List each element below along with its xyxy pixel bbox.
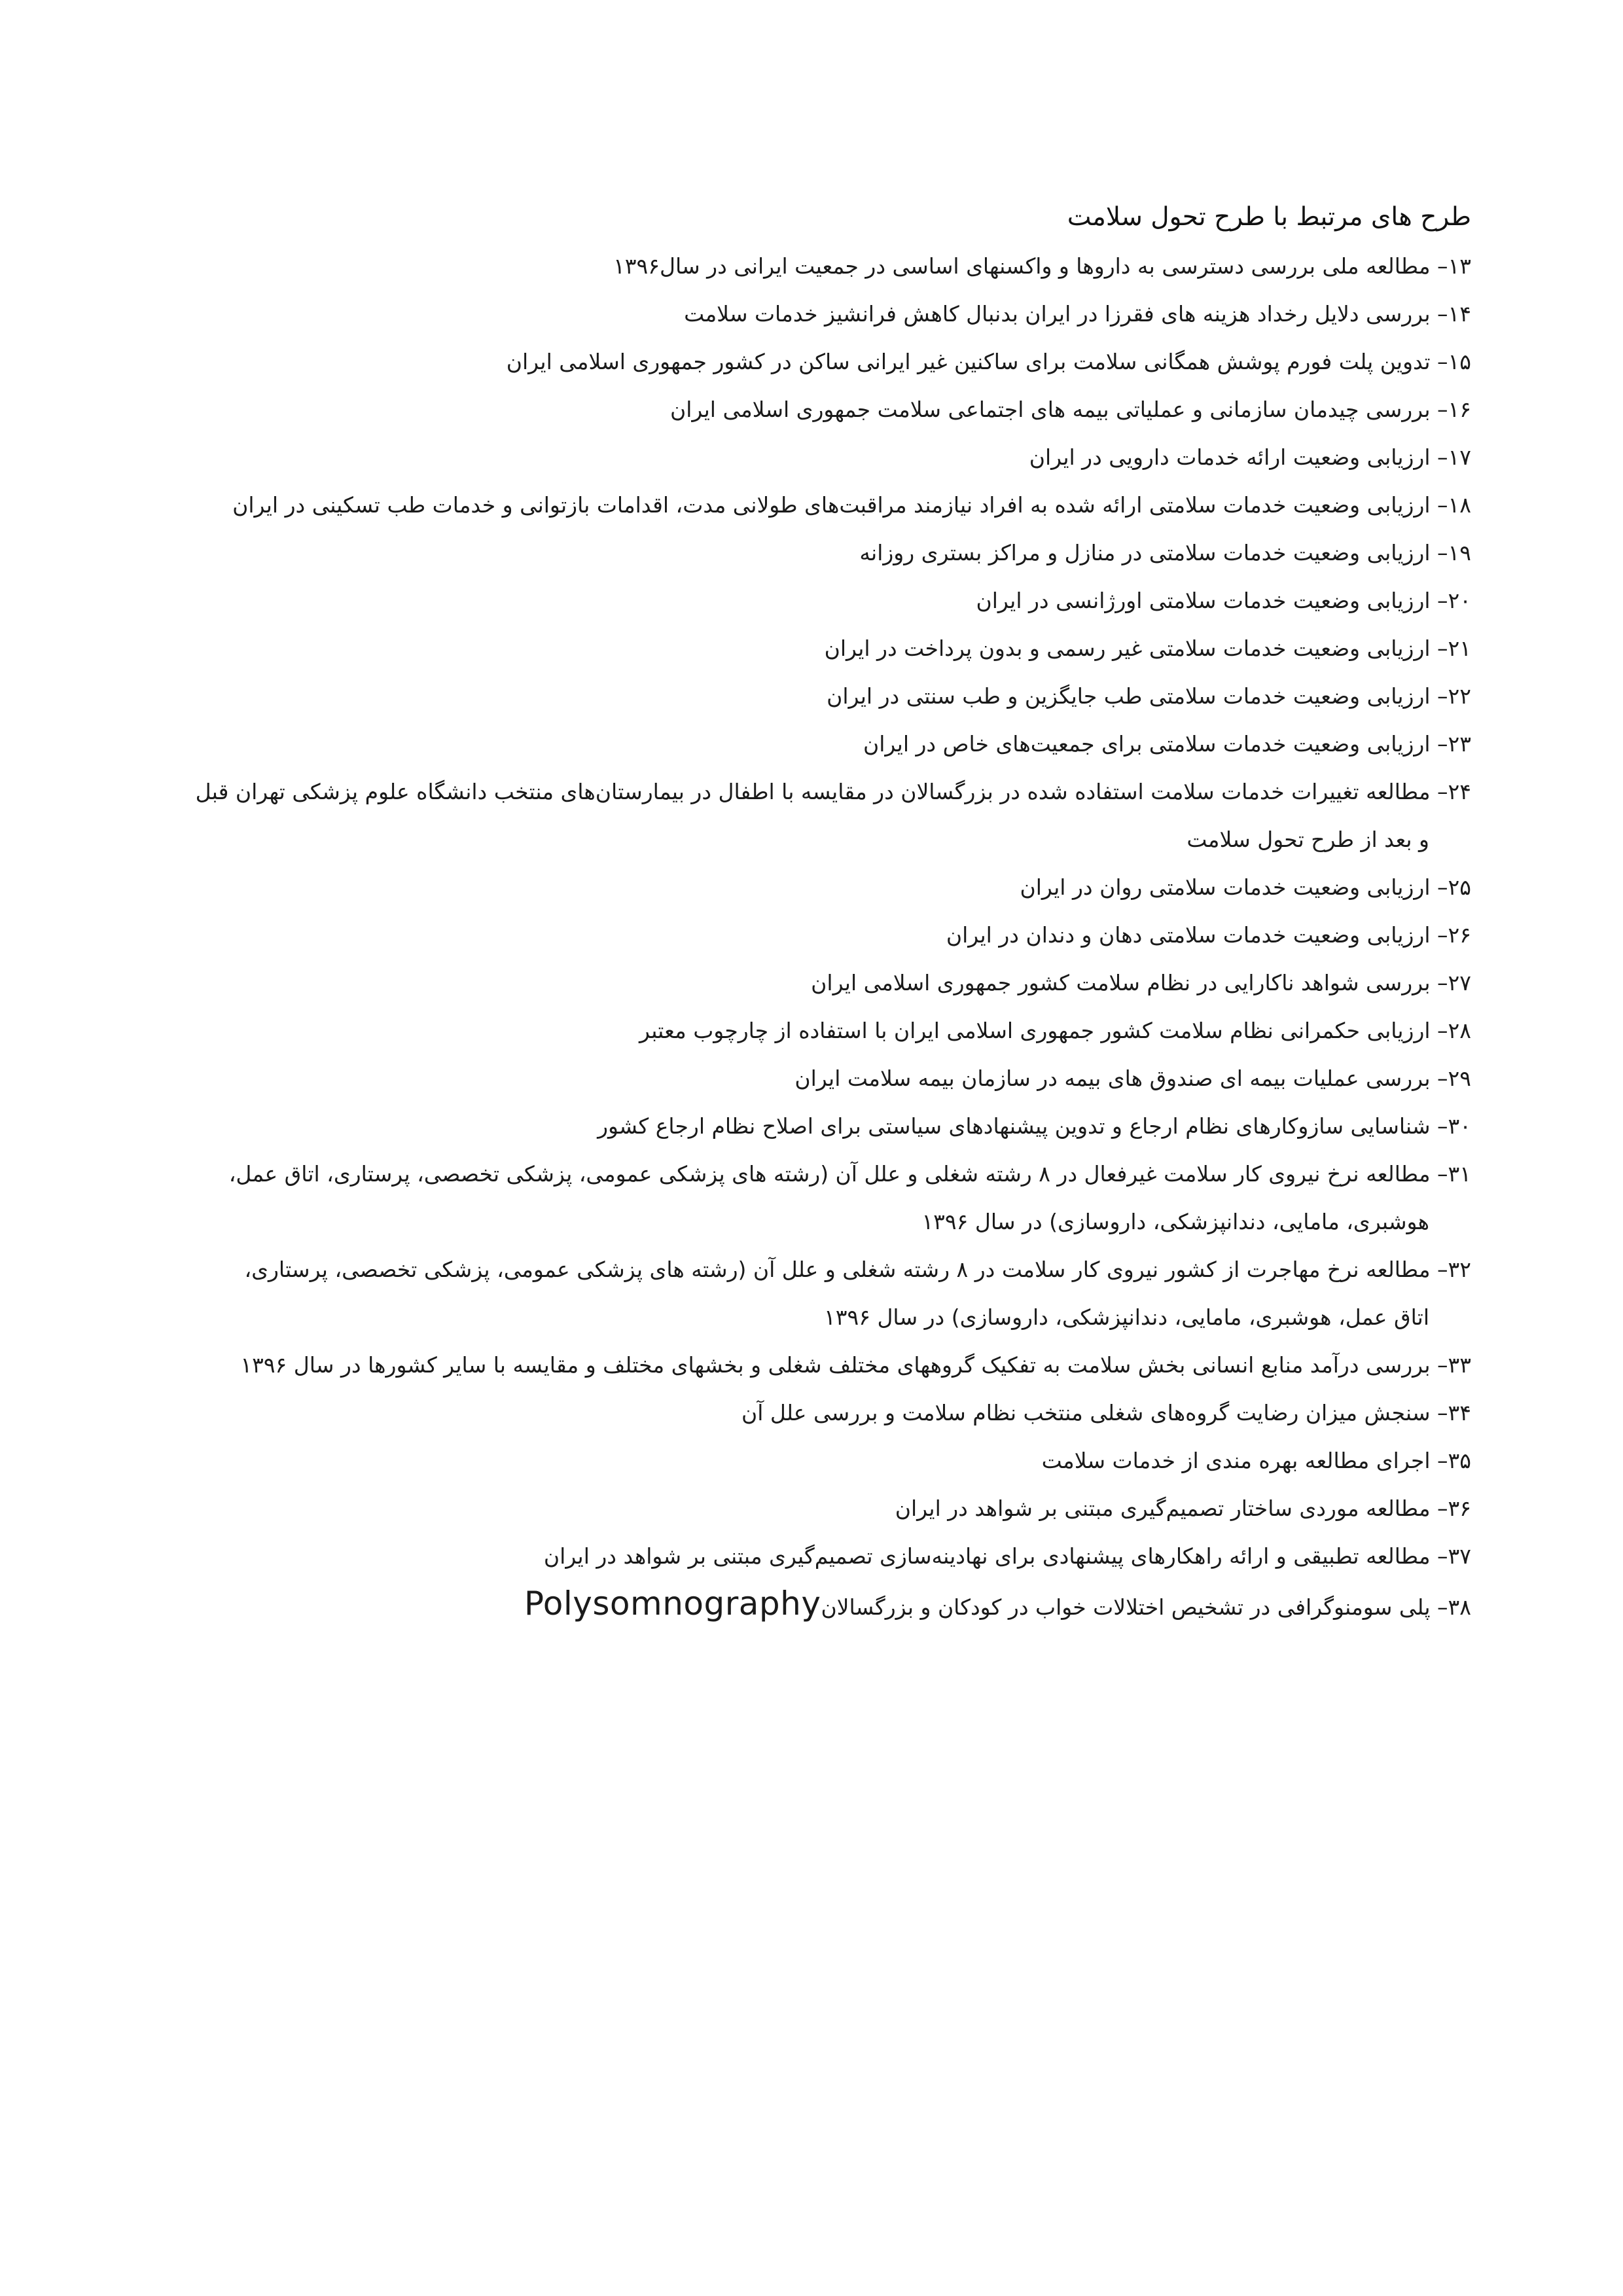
list-item-text: ارزیابی وضعیت ارائه خدمات دارویی در ایران bbox=[1029, 444, 1431, 470]
list-item-dash: – bbox=[1430, 588, 1448, 613]
list-item-line bbox=[859, 540, 1471, 565]
list-item-dash: – bbox=[1430, 1066, 1448, 1091]
list-item-line bbox=[544, 1543, 1471, 1569]
list-item-text: اجرای مطالعه بهره مندی از خدمات سلامت bbox=[1041, 1448, 1431, 1473]
list-item bbox=[123, 433, 1471, 481]
list-item-text: ارزیابی وضعیت خدمات سلامتی در منازل و مراکز بستری روزانه bbox=[859, 540, 1431, 565]
list-item-text: ارزیابی وضعیت خدمات سلامتی غیر رسمی و بدون پرداخت در ایران bbox=[824, 636, 1431, 661]
list-item-line bbox=[827, 683, 1471, 709]
list-item-number: ۱۸ bbox=[1448, 492, 1471, 518]
list-item-number: ۳۷ bbox=[1448, 1543, 1471, 1569]
list-item-line bbox=[229, 1161, 1471, 1187]
list-item-line bbox=[1042, 1448, 1471, 1473]
list-item bbox=[123, 768, 1471, 863]
list-item-line bbox=[670, 397, 1471, 422]
list-item-dash: – bbox=[1430, 349, 1448, 374]
list-item-text: تدوین پلت فورم پوشش همگانی سلامت برای ساکنین غیر ایرانی ساکن در کشور جمهوری اسلامی ایران bbox=[506, 349, 1431, 374]
list-item bbox=[123, 1007, 1471, 1054]
list-item-dash: – bbox=[1430, 1113, 1448, 1139]
list-item-number: ۲۰ bbox=[1448, 588, 1471, 613]
list-item-dash: – bbox=[1430, 922, 1448, 948]
list-item-line bbox=[976, 588, 1471, 613]
list-item-number: ۲۵ bbox=[1448, 874, 1471, 900]
document-body bbox=[123, 194, 1471, 1631]
list-item-number: ۳۴ bbox=[1448, 1400, 1471, 1426]
list-item-line bbox=[524, 1585, 1471, 1623]
list-item-line bbox=[196, 779, 1471, 804]
list-item-text: بررسی عملیات بیمه ای صندوق های بیمه در سازمان بیمه سلامت ایران bbox=[794, 1066, 1431, 1091]
list-item-number: ۳۳ bbox=[1448, 1352, 1471, 1378]
list-item-dash: – bbox=[1430, 683, 1448, 709]
list-item-dash: – bbox=[1430, 779, 1448, 804]
list-item-line bbox=[1020, 874, 1471, 900]
list-item-dash: – bbox=[1430, 1018, 1448, 1043]
list-item-line bbox=[245, 1257, 1472, 1282]
list-item-text: ارزیابی وضعیت خدمات سلامتی اورژانسی در ایران bbox=[976, 588, 1431, 613]
list-item-dash: – bbox=[1430, 731, 1448, 757]
list-item-number: ۳۱ bbox=[1448, 1161, 1471, 1187]
list-item-line bbox=[811, 970, 1471, 996]
list-item bbox=[123, 386, 1471, 433]
list-item-dash: – bbox=[1430, 636, 1448, 661]
list-item-line bbox=[825, 636, 1471, 661]
list-item-number: ۱۴ bbox=[1448, 301, 1471, 327]
list-item-text: پلی سومنوگرافی در تشخیص اختلالات خواب در کودکان و بزرگسالان bbox=[821, 1594, 1431, 1620]
list-item bbox=[123, 481, 1471, 529]
section-heading: طرح های مرتبط با طرح تحول سلامت bbox=[1067, 202, 1471, 232]
list-item-text: مطالعه نرخ نیروی کار سلامت غیرفعال در ۸ رشته شغلی و علل آن (رشته های پزشکی عمومی، پزشکی تخصصی، پرستاری، اتاق عمل، bbox=[228, 1161, 1431, 1187]
list-item-text: ارزیابی وضعیت خدمات سلامتی ارائه شده به افراد نیازمند مراقبت‌های طولانی مدت، اقدامات بازتوانی و خدمات طب تسکینی در ایران bbox=[232, 492, 1431, 518]
list-item-text: سنجش میزان رضایت گروه‌های شغلی منتخب نظام سلامت و بررسی علل آن bbox=[741, 1400, 1431, 1426]
list-item-number: ۲۳ bbox=[1448, 731, 1471, 757]
list-item-line bbox=[507, 349, 1471, 374]
list-item-dash: – bbox=[1430, 1496, 1448, 1521]
list-item-dash: – bbox=[1430, 1543, 1448, 1569]
list-item-dash: – bbox=[1430, 540, 1448, 565]
list-item bbox=[123, 290, 1471, 338]
list-item-number: ۱۶ bbox=[1448, 397, 1471, 422]
list-item-text: ارزیابی وضعیت خدمات سلامتی دهان و دندان در ایران bbox=[946, 922, 1431, 948]
list-item-text: ارزیابی وضعیت خدمات سلامتی روان در ایران bbox=[1020, 874, 1431, 900]
list-item bbox=[123, 1150, 1471, 1246]
list-item-text: مطالعه موردی ساختار تصمیم‌گیری مبتنی بر شواهد در ایران bbox=[895, 1496, 1431, 1521]
list-item-number: ۲۲ bbox=[1448, 683, 1471, 709]
list-item-number: ۳۲ bbox=[1448, 1257, 1471, 1282]
list-item-number: ۲۷ bbox=[1448, 970, 1471, 996]
list-item-text: بررسی شواهد ناکارایی در نظام سلامت کشور جمهوری اسلامی ایران bbox=[811, 970, 1431, 996]
project-list bbox=[123, 242, 1471, 1631]
list-item-text: ارزیابی وضعیت خدمات سلامتی برای جمعیت‌های خاص در ایران bbox=[863, 731, 1431, 757]
list-item bbox=[123, 911, 1471, 959]
list-item-line bbox=[232, 492, 1471, 518]
list-item bbox=[123, 1341, 1471, 1389]
list-item-dash: – bbox=[1430, 1594, 1448, 1620]
list-item bbox=[123, 720, 1471, 768]
list-item-line bbox=[741, 1400, 1471, 1426]
list-item-text: مطالعه نرخ مهاجرت از کشور نیروی کار سلامت در ۸ رشته شغلی و علل آن (رشته های پزشکی عمومی، پزشکی تخصصی، پرستاری، bbox=[244, 1257, 1431, 1282]
list-item-dash: – bbox=[1430, 301, 1448, 327]
list-item bbox=[123, 577, 1471, 624]
list-item bbox=[123, 1580, 1471, 1631]
list-item bbox=[123, 672, 1471, 720]
list-item-line bbox=[597, 1113, 1471, 1139]
list-item-line bbox=[946, 922, 1471, 948]
list-item-dash: – bbox=[1430, 397, 1448, 422]
list-item bbox=[123, 1102, 1471, 1150]
list-item bbox=[123, 624, 1471, 672]
list-item-line bbox=[863, 731, 1471, 757]
list-item-continuation: اتاق عمل، هوشبری، مامایی، دندانپزشکی، داروسازی) در سال ۱۳۹۶ bbox=[824, 1304, 1429, 1330]
list-item bbox=[123, 1532, 1471, 1580]
list-item-dash: – bbox=[1430, 1400, 1448, 1426]
list-item-text: بررسی درآمد منابع انسانی بخش سلامت به تفکیک گروههای مختلف شغلی و بخشهای مختلف و مقایسه با سایر کشورها در سال ۱۳۹۶ bbox=[240, 1352, 1431, 1378]
list-item-number: ۱۵ bbox=[1448, 349, 1471, 374]
list-item-text: مطالعه ملی بررسی دسترسی به داروها و واکسنهای اساسی در جمعیت ایرانی در سال۱۳۹۶ bbox=[613, 253, 1431, 279]
list-item-text: مطالعه تطبیقی و ارائه راهکارهای پیشنهادی برای نهادینه‌سازی تصمیم‌گیری مبتنی بر شواهد در ایران bbox=[543, 1543, 1431, 1569]
list-item-text: شناسایی سازوکارهای نظام ارجاع و تدوین پیشنهادهای سیاستی برای اصلاح نظام ارجاع کشور bbox=[597, 1113, 1431, 1139]
list-item bbox=[123, 1389, 1471, 1437]
list-item-dash: – bbox=[1430, 492, 1448, 518]
list-item-line bbox=[240, 1352, 1471, 1378]
list-item-number: ۲۴ bbox=[1448, 779, 1471, 804]
list-item bbox=[123, 1437, 1471, 1484]
list-item-dash: – bbox=[1430, 1257, 1448, 1282]
list-item-line bbox=[613, 253, 1471, 279]
list-item-dash: – bbox=[1430, 253, 1448, 279]
list-item-dash: – bbox=[1430, 874, 1448, 900]
list-item-number: ۳۰ bbox=[1448, 1113, 1471, 1139]
list-item bbox=[123, 959, 1471, 1007]
list-item-text: ارزیابی وضعیت خدمات سلامتی طب جایگزین و طب سنتی در ایران bbox=[827, 683, 1431, 709]
list-item-dash: – bbox=[1430, 1448, 1448, 1473]
list-item-line bbox=[684, 301, 1471, 327]
list-item-number: ۳۵ bbox=[1448, 1448, 1471, 1473]
list-item bbox=[123, 338, 1471, 386]
list-item-text: بررسی چیدمان سازمانی و عملیاتی بیمه های اجتماعی سلامت جمهوری اسلامی ایران bbox=[670, 397, 1431, 422]
list-item bbox=[123, 1246, 1471, 1341]
list-item-line bbox=[895, 1496, 1471, 1521]
list-item-text: بررسی دلایل رخداد هزینه های فقرزا در ایران بدنبال کاهش فرانشیز خدمات سلامت bbox=[684, 301, 1431, 327]
list-item bbox=[123, 863, 1471, 911]
list-item-number: ۳۸ bbox=[1448, 1594, 1471, 1620]
list-item-text: مطالعه تغییرات خدمات سلامت استفاده شده در بزرگسالان در مقایسه با اطفال در بیمارستان‌های منتخب دانشگاه علوم پزشکی تهران قبل bbox=[195, 779, 1431, 804]
list-item-number: ۱۹ bbox=[1448, 540, 1471, 565]
list-item-number: ۲۶ bbox=[1448, 922, 1471, 948]
list-item-number: ۲۱ bbox=[1448, 636, 1471, 661]
list-item bbox=[123, 529, 1471, 577]
list-item bbox=[123, 1484, 1471, 1532]
list-item-number: ۲۸ bbox=[1448, 1018, 1471, 1043]
list-item bbox=[123, 242, 1471, 290]
list-item-text: ارزیابی حکمرانی نظام سلامت کشور جمهوری اسلامی ایران با استفاده از چارچوب معتبر bbox=[639, 1018, 1431, 1043]
list-item-number: ۲۹ bbox=[1448, 1066, 1471, 1091]
list-item-number: ۱۷ bbox=[1448, 444, 1471, 470]
list-item bbox=[123, 1054, 1471, 1102]
list-item-dash: – bbox=[1430, 1352, 1448, 1378]
list-item-line bbox=[794, 1066, 1471, 1091]
list-item-dash: – bbox=[1430, 1161, 1448, 1187]
list-item-dash: – bbox=[1430, 970, 1448, 996]
list-item-number: ۱۳ bbox=[1448, 253, 1471, 279]
list-item-latin-term: Polysomnography bbox=[524, 1585, 821, 1623]
list-item-number: ۳۶ bbox=[1448, 1496, 1471, 1521]
list-item-dash: – bbox=[1430, 444, 1448, 470]
list-item-line bbox=[1029, 444, 1471, 470]
list-item-line bbox=[639, 1018, 1471, 1043]
list-item-continuation: هوشبری، مامایی، دندانپزشکی، داروسازی) در سال ۱۳۹۶ bbox=[921, 1209, 1429, 1234]
list-item-continuation: و بعد از طرح تحول سلامت bbox=[1186, 827, 1429, 852]
